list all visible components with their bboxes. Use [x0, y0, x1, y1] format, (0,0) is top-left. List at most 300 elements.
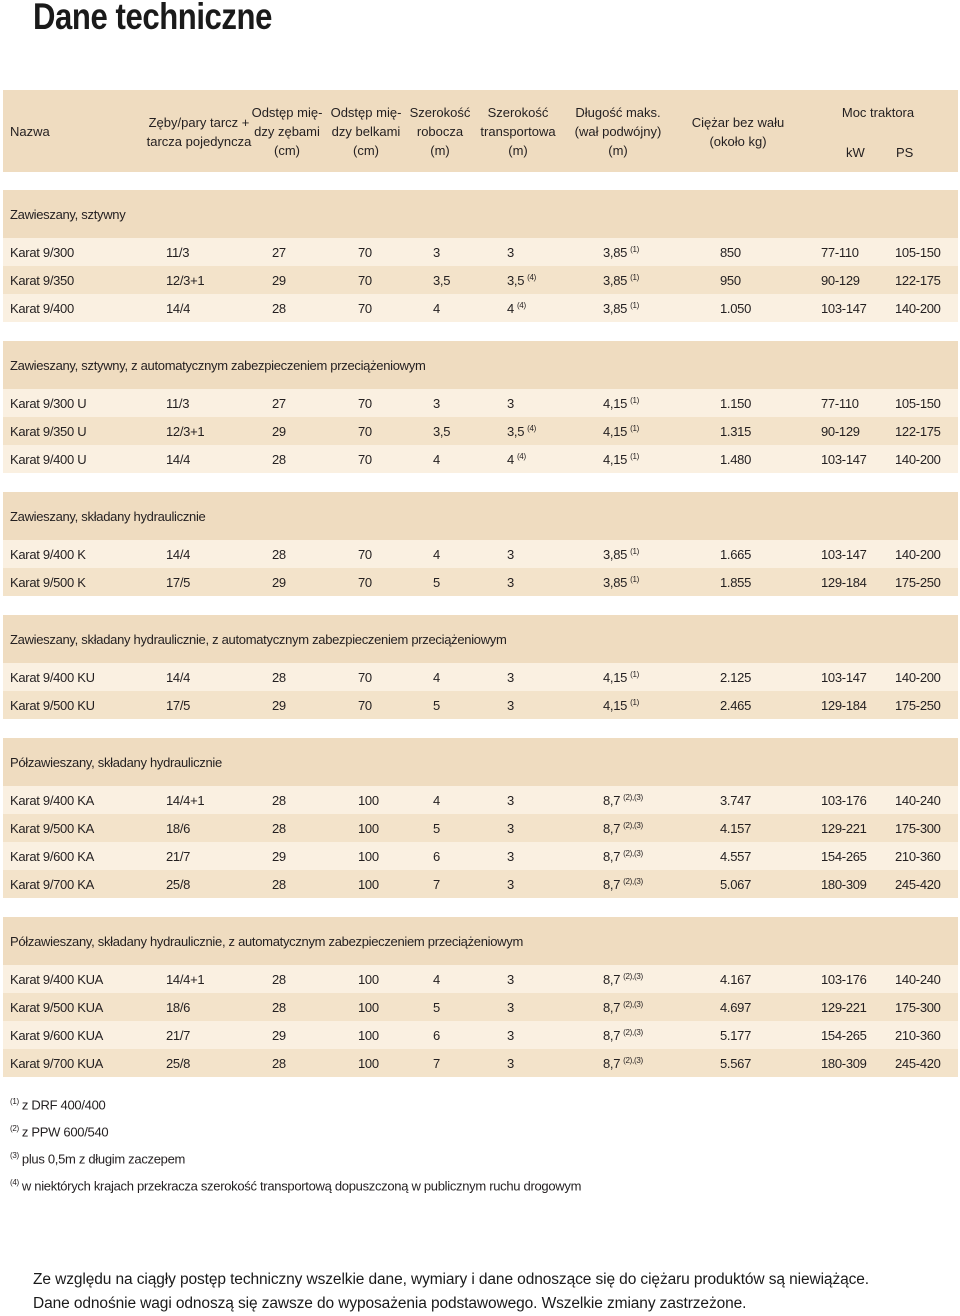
max-length-value-text: 3,85 [603, 245, 628, 260]
group-title: Zawieszany, składany hydraulicznie, z automatycznym zabezpieczeniem przeciążeniowym [10, 632, 507, 647]
weight-value [720, 1056, 751, 1071]
ps-value [895, 849, 941, 864]
max-length-value [603, 849, 643, 864]
working-width-value [433, 245, 440, 260]
max-length-value-text: 4,15 [603, 396, 628, 411]
ps-value-text: 140-200 [895, 670, 941, 685]
beam-spacing-value [358, 1028, 379, 1043]
kw-value-text: 90-129 [821, 273, 860, 288]
tooth-spacing-value [272, 793, 286, 808]
working-width-value-text: 5 [433, 821, 440, 836]
group-block [3, 738, 958, 898]
beam-spacing-value-text: 100 [358, 972, 379, 987]
footnote [10, 1178, 581, 1205]
weight-value-text: 950 [720, 273, 741, 288]
group-spacer [3, 322, 958, 341]
transport-width-value-text: 3 [507, 821, 514, 836]
footnote-ref: (1) [630, 396, 639, 405]
kw-value-text: 154-265 [821, 849, 867, 864]
ps-value [895, 245, 941, 260]
ps-value-text: 210-360 [895, 1028, 941, 1043]
beam-spacing-value-text: 100 [358, 877, 379, 892]
teeth-value [166, 821, 190, 836]
model-name-text: Karat 9/600 KUA [10, 1028, 104, 1043]
max-length-value-text: 3,85 [603, 575, 628, 590]
transport-width-value-text: 3 [507, 1000, 514, 1015]
tooth-spacing-value-text: 28 [272, 877, 286, 892]
table-row [3, 993, 958, 1021]
weight-value [720, 670, 751, 685]
kw-value-text: 77-110 [821, 396, 859, 411]
tooth-spacing-value-text: 29 [272, 273, 286, 288]
weight-value [720, 452, 751, 467]
weight-value [720, 547, 751, 562]
beam-spacing-value-text: 70 [358, 424, 372, 439]
beam-spacing-value-text: 100 [358, 1056, 379, 1071]
model-name [10, 396, 86, 411]
weight-value [720, 821, 751, 836]
tooth-spacing-value-text: 28 [272, 1056, 286, 1071]
max-length-value [603, 301, 639, 316]
model-name-text: Karat 9/400 KUA [10, 972, 104, 987]
max-length-value-text: 8,7 [603, 793, 621, 808]
max-length-value [603, 877, 643, 892]
kw-value [821, 972, 867, 987]
table-row [3, 1021, 958, 1049]
footnote-ref: (1) [630, 698, 639, 707]
model-name [10, 301, 74, 316]
table-row [3, 294, 958, 322]
beam-spacing-value [358, 670, 372, 685]
model-name-text: Karat 9/400 KA [10, 793, 94, 808]
tooth-spacing-value-text: 29 [272, 698, 286, 713]
ps-value [895, 1028, 941, 1043]
model-name [10, 972, 103, 987]
group-header [3, 492, 958, 540]
working-width-value-text: 4 [433, 972, 440, 987]
footnote-ref: (1) [630, 670, 639, 679]
beam-spacing-value-text: 70 [358, 547, 372, 562]
group-spacer [3, 898, 958, 917]
disclaimer [33, 1268, 869, 1316]
teeth-value-text: 14/4 [166, 452, 191, 467]
transport-width-value [507, 670, 514, 685]
teeth-value-text: 11/3 [166, 396, 190, 411]
group-title: Zawieszany, sztywny [10, 207, 126, 222]
max-length-value [603, 424, 639, 439]
table-row [3, 965, 958, 993]
beam-spacing-value [358, 245, 372, 260]
working-width-value [433, 698, 440, 713]
working-width-value-text: 6 [433, 849, 440, 864]
beam-spacing-value [358, 452, 372, 467]
model-name-text: Karat 9/500 KU [10, 698, 95, 713]
tooth-spacing-value [272, 972, 286, 987]
max-length-value-text: 4,15 [603, 452, 628, 467]
model-name-text: Karat 9/400 K [10, 547, 86, 562]
table-row [3, 814, 958, 842]
transport-width-value-text: 3 [507, 245, 514, 260]
ps-value [895, 821, 941, 836]
transport-width-value-text: 3 [507, 575, 514, 590]
kw-value [821, 424, 860, 439]
max-length-value [603, 670, 639, 685]
tooth-spacing-value-text: 28 [272, 301, 286, 316]
transport-width-value [507, 698, 514, 713]
header-beam-spacing: Odstęp mię- dzy belkami (cm) [330, 105, 402, 158]
teeth-value-text: 12/3+1 [166, 273, 205, 288]
teeth-value-text: 14/4+1 [166, 793, 205, 808]
transport-width-value [507, 821, 514, 836]
teeth-value [166, 1028, 190, 1043]
working-width-value-text: 3,5 [433, 424, 451, 439]
ps-value [895, 698, 941, 713]
model-name [10, 424, 86, 439]
tooth-spacing-value-text: 28 [272, 972, 286, 987]
ps-value-text: 140-200 [895, 301, 941, 316]
kw-value-text: 103-147 [821, 301, 867, 316]
working-width-value-text: 4 [433, 547, 440, 562]
kw-value [821, 547, 867, 562]
header-working-width: Szerokość robocza (m) [409, 105, 471, 158]
weight-value [720, 245, 741, 260]
transport-width-value [507, 396, 514, 411]
ps-value [895, 575, 941, 590]
tooth-spacing-value [272, 1000, 286, 1015]
weight-value [720, 424, 751, 439]
weight-value [720, 1028, 751, 1043]
beam-spacing-value [358, 1000, 379, 1015]
beam-spacing-value-text: 100 [358, 793, 379, 808]
working-width-value-text: 3 [433, 245, 440, 260]
ps-value [895, 396, 941, 411]
kw-value-text: 103-147 [821, 452, 867, 467]
table-row [3, 540, 958, 568]
table-row [3, 445, 958, 473]
group-block [3, 341, 958, 473]
kw-value [821, 698, 867, 713]
model-name-text: Karat 9/700 KUA [10, 1056, 104, 1071]
weight-value [720, 849, 751, 864]
tooth-spacing-value [272, 452, 286, 467]
model-name-text: Karat 9/350 [10, 273, 74, 288]
kw-value [821, 452, 867, 467]
model-name [10, 670, 95, 685]
transport-width-value-text: 3 [507, 698, 514, 713]
footnote [10, 1151, 581, 1178]
transport-width-value-text: 3,5 [507, 424, 525, 439]
beam-spacing-value-text: 100 [358, 1028, 379, 1043]
max-length-value [603, 698, 639, 713]
beam-spacing-value [358, 575, 372, 590]
table-row [3, 417, 958, 445]
footnote-text: z PPW 600/540 [21, 1124, 109, 1140]
group-block [3, 492, 958, 596]
group-title: Zawieszany, składany hydraulicznie [10, 509, 206, 524]
model-name-text: Karat 9/300 [10, 245, 74, 260]
max-length-value [603, 972, 643, 987]
ps-value [895, 424, 941, 439]
kw-value-text: 103-147 [821, 670, 867, 685]
transport-width-value [507, 452, 526, 467]
footnote [10, 1097, 581, 1124]
group-header [3, 917, 958, 965]
tooth-spacing-value [272, 245, 286, 260]
transport-width-value-text: 3 [507, 1028, 514, 1043]
max-length-value-text: 8,7 [603, 1028, 621, 1043]
footnotes [10, 1097, 581, 1205]
transport-width-value [507, 1056, 514, 1071]
transport-width-value [507, 793, 514, 808]
tooth-spacing-value-text: 29 [272, 575, 286, 590]
transport-width-value [507, 301, 526, 316]
tooth-spacing-value [272, 1028, 286, 1043]
teeth-value-text: 11/3 [166, 245, 190, 260]
working-width-value [433, 670, 440, 685]
ps-value [895, 972, 941, 987]
beam-spacing-value-text: 70 [358, 670, 372, 685]
kw-value-text: 90-129 [821, 424, 860, 439]
model-name [10, 452, 86, 467]
kw-value [821, 575, 867, 590]
transport-width-value [507, 547, 514, 562]
kw-value [821, 821, 867, 836]
max-length-value-text: 4,15 [603, 670, 628, 685]
ps-value-text: 105-150 [895, 245, 941, 260]
footnote-ref: (1) [630, 245, 639, 254]
transport-width-value-text: 3 [507, 849, 514, 864]
table-row [3, 1049, 958, 1077]
beam-spacing-value-text: 100 [358, 849, 379, 864]
max-length-value [603, 452, 639, 467]
weight-value-text: 1.315 [720, 424, 752, 439]
tooth-spacing-value-text: 27 [272, 396, 286, 411]
ps-value-text: 175-250 [895, 698, 941, 713]
tooth-spacing-value [272, 575, 286, 590]
beam-spacing-value [358, 424, 372, 439]
tooth-spacing-value-text: 29 [272, 849, 286, 864]
footnote-ref: (2),(3) [623, 1000, 643, 1009]
footnote-ref: (1) [630, 301, 639, 310]
weight-value-text: 1.480 [720, 452, 752, 467]
beam-spacing-value-text: 100 [358, 821, 379, 836]
group-spacer [3, 473, 958, 492]
working-width-value-text: 7 [433, 877, 440, 892]
teeth-value-text: 17/5 [166, 575, 191, 590]
beam-spacing-value [358, 396, 372, 411]
tooth-spacing-value [272, 877, 286, 892]
transport-width-value-text: 3 [507, 1056, 514, 1071]
teeth-value-text: 14/4 [166, 670, 191, 685]
kw-value [821, 245, 859, 260]
weight-value [720, 877, 751, 892]
teeth-value [166, 273, 204, 288]
tooth-spacing-value-text: 29 [272, 424, 286, 439]
ps-value-text: 122-175 [895, 424, 941, 439]
teeth-value [166, 1000, 190, 1015]
teeth-value [166, 877, 190, 892]
teeth-value [166, 972, 204, 987]
model-name [10, 1000, 103, 1015]
kw-value [821, 301, 867, 316]
footnote-ref: (4) [527, 273, 537, 282]
ps-value-text: 122-175 [895, 273, 941, 288]
footnote-ref: (1) [630, 452, 639, 461]
teeth-value-text: 25/8 [166, 877, 191, 892]
teeth-value-text: 17/5 [166, 698, 191, 713]
working-width-value [433, 972, 440, 987]
group-title: Półzawieszany, składany hydraulicznie, z automatycznym zabezpieczeniem przeciążeniowym [10, 934, 523, 949]
model-name-text: Karat 9/500 K [10, 575, 86, 590]
beam-spacing-value [358, 1056, 379, 1071]
weight-value [720, 972, 751, 987]
transport-width-value [507, 575, 514, 590]
kw-value [821, 1028, 867, 1043]
ps-value-text: 175-300 [895, 821, 941, 836]
tooth-spacing-value-text: 28 [272, 793, 286, 808]
model-name-text: Karat 9/500 KUA [10, 1000, 104, 1015]
kw-value [821, 1000, 867, 1015]
working-width-value [433, 793, 440, 808]
working-width-value [433, 301, 440, 316]
footnote-ref: (1) [630, 273, 639, 282]
beam-spacing-value [358, 849, 379, 864]
max-length-value-text: 4,15 [603, 424, 628, 439]
kw-value [821, 670, 867, 685]
teeth-value [166, 793, 204, 808]
header-teeth: Zęby/pary tarcz + tarcza pojedyncza [146, 115, 252, 149]
group-header [3, 190, 958, 238]
transport-width-value [507, 245, 514, 260]
weight-value-text: 5.067 [720, 877, 752, 892]
teeth-value [166, 575, 190, 590]
tooth-spacing-value-text: 28 [272, 547, 286, 562]
working-width-value [433, 1000, 440, 1015]
tooth-spacing-value-text: 29 [272, 1028, 286, 1043]
kw-value-text: 77-110 [821, 245, 859, 260]
footnote-mark: (2) [10, 1124, 19, 1133]
working-width-value-text: 5 [433, 698, 440, 713]
working-width-value [433, 273, 450, 288]
footnote-mark: (4) [10, 1178, 19, 1187]
tooth-spacing-value [272, 424, 286, 439]
max-length-value-text: 3,85 [603, 301, 628, 316]
tooth-spacing-value [272, 547, 286, 562]
kw-value [821, 1056, 867, 1071]
model-name [10, 821, 94, 836]
table-row [3, 568, 958, 596]
weight-value-text: 4.697 [720, 1000, 752, 1015]
footnote-ref: (2),(3) [623, 849, 643, 858]
weight-value-text: 1.855 [720, 575, 752, 590]
footnote-ref: (1) [630, 575, 639, 584]
working-width-value-text: 3,5 [433, 273, 451, 288]
teeth-value [166, 670, 190, 685]
ps-value-text: 140-240 [895, 972, 941, 987]
max-length-value [603, 1056, 643, 1071]
working-width-value [433, 547, 440, 562]
kw-value [821, 396, 859, 411]
table-row [3, 786, 958, 814]
teeth-value-text: 14/4 [166, 301, 191, 316]
kw-value-text: 103-147 [821, 547, 867, 562]
working-width-value-text: 3 [433, 396, 440, 411]
tooth-spacing-value-text: 27 [272, 245, 286, 260]
kw-value [821, 877, 867, 892]
weight-value [720, 1000, 751, 1015]
max-length-value [603, 245, 639, 260]
transport-width-value-text: 3,5 [507, 273, 525, 288]
footnote-text: w niektórych krajach przekracza szerokość transportową dopuszczoną w publicznym ruchu drogowym [21, 1178, 582, 1194]
beam-spacing-value-text: 70 [358, 301, 372, 316]
tooth-spacing-value-text: 28 [272, 452, 286, 467]
teeth-value [166, 849, 190, 864]
tooth-spacing-value [272, 301, 286, 316]
working-width-value-text: 7 [433, 1056, 440, 1071]
model-name [10, 1028, 103, 1043]
header-weight: Ciężar bez wału (około kg) [691, 115, 785, 149]
transport-width-value [507, 424, 536, 439]
teeth-value [166, 424, 204, 439]
max-length-value-text: 3,85 [603, 547, 628, 562]
table-row [3, 663, 958, 691]
ps-value-text: 175-250 [895, 575, 941, 590]
max-length-value-text: 8,7 [603, 1056, 621, 1071]
tooth-spacing-value [272, 396, 286, 411]
transport-width-value [507, 1028, 514, 1043]
kw-value [821, 849, 867, 864]
weight-value-text: 2.465 [720, 698, 752, 713]
teeth-value [166, 301, 190, 316]
transport-width-value-text: 3 [507, 972, 514, 987]
teeth-value-text: 25/8 [166, 1056, 191, 1071]
working-width-value [433, 575, 440, 590]
model-name-text: Karat 9/500 KA [10, 821, 94, 836]
ps-value [895, 452, 941, 467]
header-transport-width: Szerokość transportowa (m) [480, 105, 556, 158]
group-header [3, 615, 958, 663]
ps-value-text: 175-300 [895, 1000, 941, 1015]
model-name [10, 547, 86, 562]
ps-value-text: 245-420 [895, 1056, 941, 1071]
max-length-value [603, 1028, 643, 1043]
beam-spacing-value [358, 877, 379, 892]
model-name-text: Karat 9/400 [10, 301, 74, 316]
kw-value-text: 103-176 [821, 793, 867, 808]
beam-spacing-value [358, 273, 372, 288]
table-row [3, 870, 958, 898]
model-name-text: Karat 9/300 U [10, 396, 87, 411]
ps-value [895, 877, 941, 892]
weight-value-text: 3.747 [720, 793, 752, 808]
beam-spacing-value-text: 70 [358, 698, 372, 713]
weight-value-text: 1.050 [720, 301, 752, 316]
footnote-ref: (1) [630, 547, 639, 556]
model-name [10, 575, 86, 590]
table-header [3, 90, 958, 172]
transport-width-value [507, 1000, 514, 1015]
group-block [3, 917, 958, 1077]
teeth-value-text: 18/6 [166, 821, 191, 836]
ps-value [895, 273, 941, 288]
transport-width-value [507, 877, 514, 892]
max-length-value [603, 821, 643, 836]
teeth-value-text: 14/4+1 [166, 972, 205, 987]
teeth-value [166, 452, 190, 467]
working-width-value [433, 849, 440, 864]
footnote [10, 1124, 581, 1151]
weight-value-text: 4.167 [720, 972, 752, 987]
